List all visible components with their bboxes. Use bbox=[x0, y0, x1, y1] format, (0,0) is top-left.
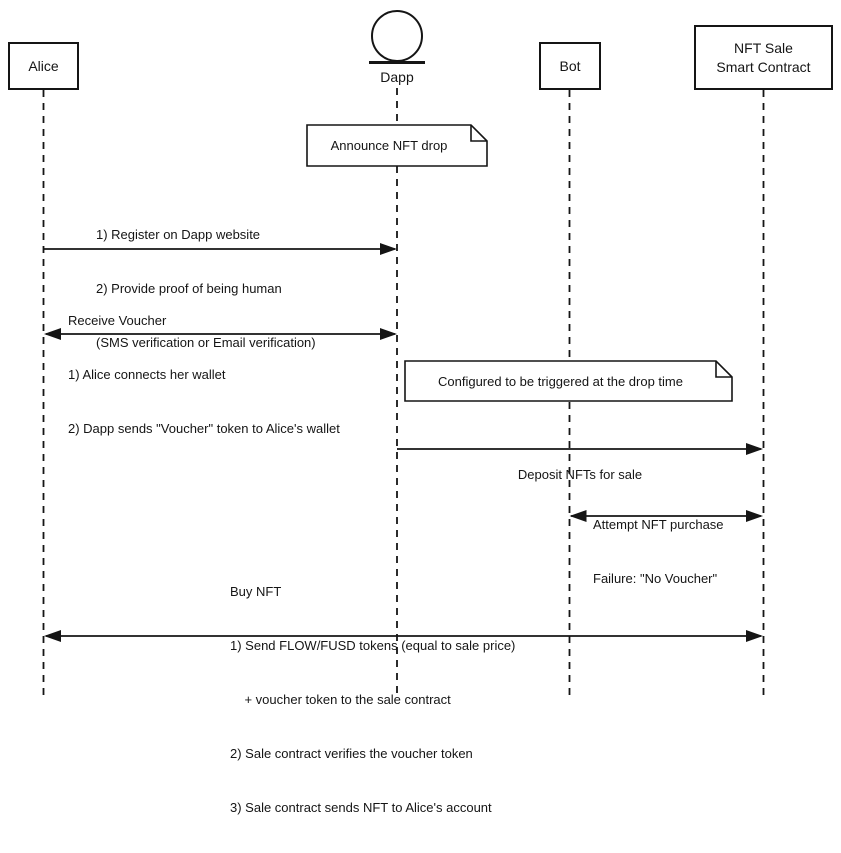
entity-circle-icon bbox=[371, 10, 423, 62]
arrowhead-right-icon bbox=[380, 243, 397, 255]
message-line: Failure: "No Voucher" bbox=[593, 571, 718, 586]
participant-alice bbox=[8, 42, 79, 90]
entity-underline bbox=[369, 61, 425, 64]
participant-bot-label: Bot bbox=[559, 57, 581, 74]
message-line: Buy NFT bbox=[230, 584, 282, 599]
message-line: 1) Register on Dapp website bbox=[96, 227, 261, 242]
arrowhead-right-icon bbox=[746, 630, 763, 642]
message-line: Receive Voucher bbox=[68, 313, 167, 328]
note-configured-text: Configured to be triggered at the drop time bbox=[438, 373, 683, 389]
message-line: 1) Alice connects her wallet bbox=[68, 367, 226, 382]
message-line: (SMS verification or Email verification) bbox=[96, 335, 316, 350]
participant-dapp-label: Dapp bbox=[380, 69, 414, 85]
message-line: Deposit NFTs for sale bbox=[517, 467, 643, 482]
participant-contract bbox=[694, 25, 833, 90]
arrowhead-left-icon bbox=[44, 328, 61, 340]
message-voucher-text bbox=[68, 276, 340, 474]
message-line: 1) Send FLOW/FUSD tokens (equal to sale price) bbox=[230, 638, 516, 653]
arrowhead-right-icon bbox=[380, 328, 397, 340]
participant-alice-label: Alice bbox=[28, 57, 59, 74]
message-line: 2) Dapp sends "Voucher" token to Alice's wallet bbox=[68, 421, 340, 436]
participant-contract-label bbox=[716, 39, 810, 77]
message-line: 2) Sale contract verifies the voucher token bbox=[230, 746, 473, 761]
message-line: 3) Sale contract sends NFT to Alice's account bbox=[230, 800, 492, 815]
note-announce-text: Announce NFT drop bbox=[330, 138, 448, 153]
arrowhead-left-icon bbox=[44, 630, 61, 642]
message-buy-text bbox=[230, 547, 515, 853]
message-attempt-text bbox=[593, 480, 724, 624]
participant-contract-label-line2: Smart Contract bbox=[716, 58, 811, 75]
message-line: 2) Provide proof of being human bbox=[96, 281, 282, 296]
participant-contract-label-line1: NFT Sale bbox=[734, 39, 793, 56]
message-line: Attempt NFT purchase bbox=[593, 517, 724, 532]
message-line: + voucher token to the sale contract bbox=[230, 692, 451, 707]
participant-bot bbox=[539, 42, 601, 90]
